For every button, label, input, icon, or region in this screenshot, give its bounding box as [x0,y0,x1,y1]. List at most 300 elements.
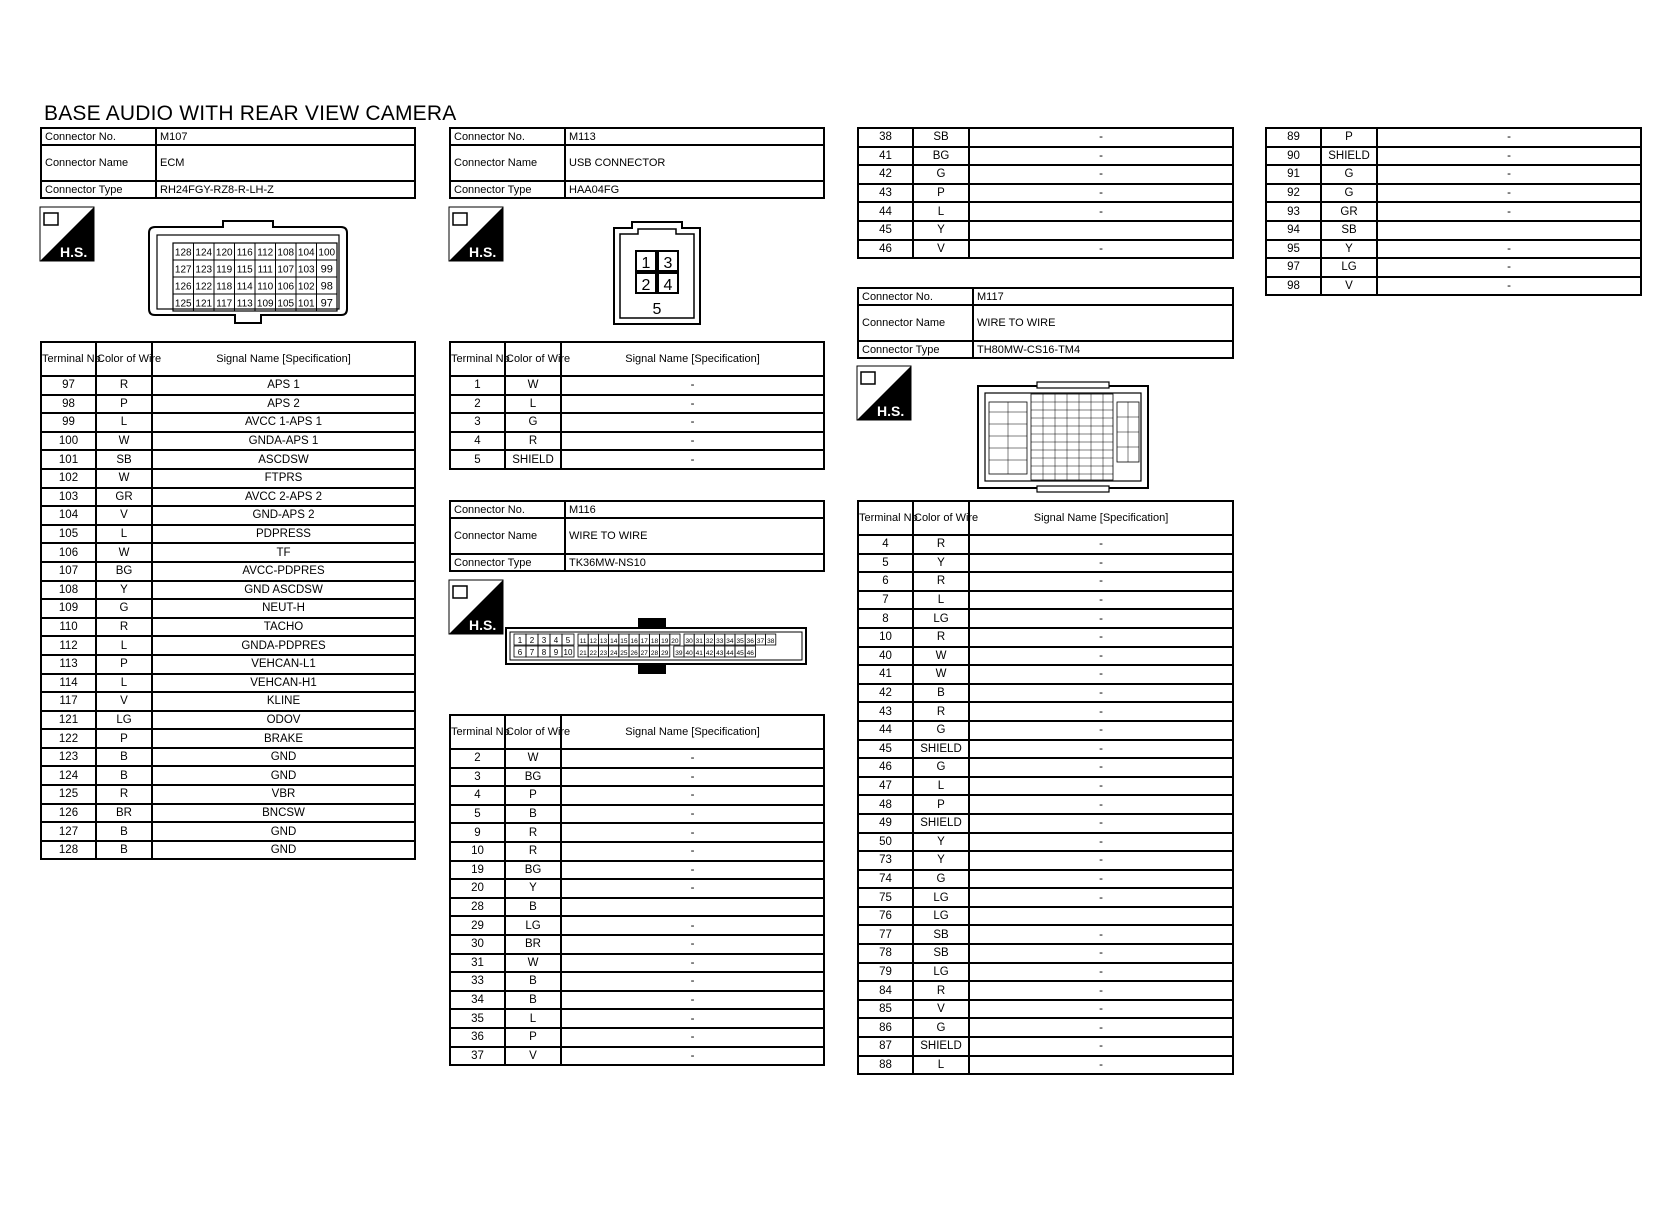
table-row [858,777,1233,796]
m116-face-drawing [504,618,808,674]
table-row [450,376,824,395]
pin-label: 115 [236,264,253,276]
color-header: Color of Wire [505,715,561,749]
table-row [858,721,1233,740]
terminal-no-header: Terminal No. [450,715,505,749]
table-row [450,823,824,842]
signal-name-cell: - [969,740,1233,759]
signal-name-cell: - [561,861,824,880]
wire-color-cell: W [96,432,152,451]
table-row [41,785,415,804]
connector-name-label: Connector Name [858,305,973,341]
table-row [1266,277,1641,296]
wire-color-cell: R [913,572,969,591]
terminal-no-cell: 101 [41,450,96,469]
connector-no-value: M107 [156,128,415,145]
connector-name-label: Connector Name [41,145,156,181]
table-row [1266,202,1641,221]
terminal-no-cell: 88 [858,1056,913,1075]
table-row [858,572,1233,591]
wire-color-cell: SB [96,450,152,469]
wire-color-cell: V [913,1000,969,1019]
signal-name-cell: - [561,972,824,991]
signal-header: Signal Name [Specification] [969,501,1233,535]
table-row [41,395,415,414]
wire-color-cell: B [96,766,152,785]
signal-name-cell: - [969,963,1233,982]
table-row [858,684,1233,703]
terminal-no-cell: 98 [41,395,96,414]
signal-name-cell: - [561,786,824,805]
table-row [1266,165,1641,184]
signal-name-cell: - [969,833,1233,852]
wire-color-cell: B [505,991,561,1010]
pin-label: 117 [216,298,233,310]
m107-terminal-table-wrap [40,341,416,860]
color-header: Color of Wire [96,342,152,376]
wire-color-cell: G [1321,184,1377,203]
terminal-no-cell: 7 [858,591,913,610]
wire-color-cell: L [913,777,969,796]
table-row [41,748,415,767]
terminal-no-cell: 3 [450,413,505,432]
terminal-no-cell: 41 [858,147,913,166]
wire-color-cell: G [913,870,969,889]
connector-name-value: USB CONNECTOR [565,145,824,181]
signal-name-cell: GNDA-PDPRES [152,636,415,655]
signal-name-cell: - [969,609,1233,628]
table-row [450,1028,824,1047]
wire-color-cell: W [913,647,969,666]
terminal-no-cell: 43 [858,184,913,203]
pin-label: 2 [641,277,651,294]
pin-label: 118 [216,281,233,293]
signal-name-cell: - [969,184,1233,203]
signal-name-cell: - [969,1056,1233,1075]
wire-color-cell: B [505,972,561,991]
pin-label: 113 [236,298,253,310]
wire-color-cell: P [96,729,152,748]
pin-label: 110 [257,281,274,293]
pin-label: 120 [215,247,233,259]
pin-label: 35 [736,638,744,645]
pin-label: 103 [297,264,315,276]
wire-color-cell: G [913,758,969,777]
wire-color-cell: L [913,591,969,610]
terminal-no-header: Terminal No. [858,501,913,535]
table-row [858,1000,1233,1019]
signal-name-cell: - [969,628,1233,647]
table-row [41,655,415,674]
table-row [858,1056,1233,1075]
terminal-no-cell: 43 [858,702,913,721]
table-row [858,202,1233,221]
pin-label: 33 [716,638,724,645]
table-row [858,1037,1233,1056]
connector-header [40,127,416,199]
table-row [450,749,824,768]
hs-label: H.S. [469,244,497,260]
wire-color-cell: BG [505,768,561,787]
signal-name-cell: BNCSW [152,804,415,823]
connector-no-label: Connector No. [858,288,973,305]
signal-name-cell: - [1377,202,1641,221]
signal-name-cell: - [969,202,1233,221]
signal-name-cell: - [969,851,1233,870]
signal-name-cell: - [969,795,1233,814]
wire-color-cell: BG [913,147,969,166]
terminal-table [857,127,1234,259]
table-row [41,488,415,507]
signal-name-cell: - [561,991,824,1010]
terminal-no-cell: 33 [450,972,505,991]
table-row [858,963,1233,982]
wire-color-cell: V [505,1047,561,1066]
pin-label: 37 [756,638,765,645]
m116-terminal-table-wrap [449,714,825,1066]
terminal-no-cell: 31 [450,954,505,973]
terminal-no-cell: 77 [858,925,913,944]
pin-label: 119 [216,264,233,276]
table-row [858,184,1233,203]
pin-label: 116 [236,247,253,259]
terminal-no-cell: 98 [1266,277,1321,296]
pin-label: 114 [236,281,253,293]
terminal-no-cell: 5 [858,554,913,573]
wire-color-cell: W [96,469,152,488]
terminal-no-cell: 78 [858,944,913,963]
pin-label: 100 [318,247,336,259]
pin-label: 3 [663,255,673,272]
pin-label: 18 [650,638,659,645]
signal-name-cell: - [969,240,1233,259]
terminal-no-cell: 127 [41,822,96,841]
table-row [450,450,824,469]
table-row [41,469,415,488]
pin-label: 32 [705,638,714,645]
terminal-no-cell: 19 [450,861,505,880]
signal-name-cell: TACHO [152,618,415,637]
table-row [858,833,1233,852]
terminal-no-cell: 100 [41,432,96,451]
hs-label: H.S. [877,403,905,419]
pin-label: 108 [277,247,295,259]
terminal-no-cell: 97 [41,376,96,395]
table-row [858,795,1233,814]
connector-type-value: RH24FGY-RZ8-R-LH-Z [156,181,415,198]
terminal-no-cell: 42 [858,684,913,703]
signal-name-cell [1377,221,1641,240]
connector-m117 [857,287,1234,359]
wire-color-cell: L [505,395,561,414]
table-row [858,925,1233,944]
signal-name-cell [969,907,1233,926]
wire-color-cell: B [505,898,561,917]
wire-color-cell: P [96,655,152,674]
terminal-no-cell: 94 [1266,221,1321,240]
table-row [41,729,415,748]
terminal-no-cell: 112 [41,636,96,655]
table-row [41,525,415,544]
m117-terminal-table-continued [1265,127,1642,296]
signal-name-cell: - [1377,240,1641,259]
wire-color-cell: BR [505,935,561,954]
wire-color-cell: LG [913,907,969,926]
connector-no-label: Connector No. [41,128,156,145]
signal-name-cell: - [1377,258,1641,277]
terminal-no-cell: 76 [858,907,913,926]
pin-label: 46 [746,650,754,657]
wire-color-cell: P [913,184,969,203]
pin-label: 125 [174,298,192,310]
signal-name-cell: - [969,165,1233,184]
signal-name-cell [969,221,1233,240]
terminal-no-cell: 84 [858,981,913,1000]
pin-label: 20 [671,638,679,645]
signal-name-cell: - [1377,184,1641,203]
terminal-no-cell: 113 [41,655,96,674]
table-row [41,692,415,711]
table-row [450,916,824,935]
terminal-table [40,341,416,860]
m107-connector-face [147,219,349,335]
table-row [450,1047,824,1066]
signal-name-cell: - [561,954,824,973]
m117-terminal-table-wrap [857,500,1234,1075]
signal-name-cell: TF [152,543,415,562]
pin-label: 41 [695,650,703,657]
wire-color-cell: GR [1321,202,1377,221]
terminal-no-cell: 107 [41,562,96,581]
terminal-no-cell: 9 [450,823,505,842]
terminal-no-cell: 2 [450,395,505,414]
connector-type-label: Connector Type [858,341,973,358]
terminal-no-cell: 106 [41,543,96,562]
wire-color-cell: G [913,721,969,740]
wire-color-cell: G [1321,165,1377,184]
wire-color-cell: LG [913,963,969,982]
wire-color-cell: BR [96,804,152,823]
table-row [1266,258,1641,277]
table-row [450,395,824,414]
wire-color-cell: R [96,785,152,804]
wire-color-cell: B [505,805,561,824]
connector-header [449,127,825,199]
signal-name-cell: - [969,1018,1233,1037]
terminal-no-cell: 75 [858,888,913,907]
table-row [858,128,1233,147]
wire-color-cell: Y [505,879,561,898]
table-row [450,879,824,898]
pin-label: 111 [257,264,273,276]
signal-name-cell: - [969,572,1233,591]
wire-color-cell: W [505,376,561,395]
terminal-no-cell: 4 [858,535,913,554]
pin-label: 102 [297,281,315,293]
pin-label: 109 [256,298,274,310]
table-row [858,609,1233,628]
signal-name-cell: - [969,128,1233,147]
table-row [1266,147,1641,166]
table-row [41,711,415,730]
wire-color-cell: R [913,702,969,721]
connector-name-value: WIRE TO WIRE [565,518,824,554]
connector-type-value: HAA04FG [565,181,824,198]
signal-name-cell: - [969,777,1233,796]
pin-label: 128 [174,247,192,259]
terminal-no-cell: 40 [858,647,913,666]
m116-connector-face [504,618,808,674]
wire-color-cell: LG [96,711,152,730]
signal-name-cell: ASCDSW [152,450,415,469]
wire-color-cell: W [96,543,152,562]
signal-name-cell: - [1377,277,1641,296]
terminal-no-cell: 95 [1266,240,1321,259]
table-row [858,535,1233,554]
signal-name-cell: GND [152,822,415,841]
pin-label: 1 [641,255,651,272]
signal-name-cell: NEUT-H [152,599,415,618]
table-row [858,758,1233,777]
table-row [858,944,1233,963]
wire-color-cell: Y [913,554,969,573]
wire-color-cell: V [96,692,152,711]
table-row [450,861,824,880]
harness-side-icon [857,366,911,420]
signal-name-cell: - [969,814,1233,833]
signal-name-cell: ODOV [152,711,415,730]
wire-color-cell: Y [913,851,969,870]
pin-label: 127 [174,264,192,276]
table-row [41,674,415,693]
harness-side-icon [449,207,503,261]
pin-label: 8 [541,648,547,657]
wire-color-cell: B [96,822,152,841]
terminal-no-cell: 5 [450,450,505,469]
signal-name-cell: KLINE [152,692,415,711]
table-row [1266,184,1641,203]
wire-color-cell: R [913,981,969,1000]
wire-color-cell: R [913,535,969,554]
pin-label: 12 [589,638,597,645]
terminal-no-cell: 47 [858,777,913,796]
signal-name-cell: - [561,842,824,861]
signal-name-cell: - [969,888,1233,907]
terminal-no-cell: 45 [858,221,913,240]
terminal-no-cell: 4 [450,786,505,805]
terminal-no-cell: 126 [41,804,96,823]
table-row [41,822,415,841]
terminal-no-cell: 10 [858,628,913,647]
pin-label: 107 [277,264,295,276]
harness-side-icon [40,207,94,261]
connector-name-label: Connector Name [450,145,565,181]
pin-label: 39 [675,650,683,657]
wire-color-cell: L [96,525,152,544]
pin-label: 19 [661,638,669,645]
pin-label: 122 [195,281,213,293]
connector-type-label: Connector Type [450,554,565,571]
table-row [450,972,824,991]
wire-color-cell: L [913,202,969,221]
wire-color-cell: Y [913,833,969,852]
table-row [858,740,1233,759]
m113-connector-face [612,222,702,326]
signal-name-cell: - [969,554,1233,573]
wire-color-cell: R [505,842,561,861]
table-row [858,907,1233,926]
table-row [450,432,824,451]
connector-header [857,287,1234,359]
terminal-no-cell: 122 [41,729,96,748]
table-row [858,554,1233,573]
signal-name-cell: - [969,535,1233,554]
signal-name-cell: - [561,1047,824,1066]
table-row [858,628,1233,647]
wire-color-cell: L [505,1009,561,1028]
signal-name-cell: - [969,870,1233,889]
pin-label: 24 [610,650,618,657]
terminal-no-cell: 91 [1266,165,1321,184]
wire-color-cell: SHIELD [913,814,969,833]
signal-header: Signal Name [Specification] [152,342,415,376]
signal-name-cell: FTPRS [152,469,415,488]
pin-label: 4 [663,277,673,294]
pin-label: 11 [579,638,587,645]
table-row [450,935,824,954]
signal-name-cell: APS 2 [152,395,415,414]
terminal-no-cell: 93 [1266,202,1321,221]
pin-label: 98 [320,280,333,293]
connector-name-label: Connector Name [450,518,565,554]
pin-label: 126 [174,281,192,293]
terminal-no-cell: 34 [450,991,505,1010]
pin-label: 99 [320,263,333,276]
terminal-no-cell: 36 [450,1028,505,1047]
terminal-no-cell: 85 [858,1000,913,1019]
connector-header [449,500,825,572]
table-row [41,543,415,562]
wire-color-cell: GR [96,488,152,507]
pin-label: 124 [195,247,213,259]
pin-label: 25 [620,650,628,657]
signal-name-cell: - [969,944,1233,963]
pin-label: 1 [517,636,523,645]
table-row [41,766,415,785]
table-row [41,432,415,451]
pin-label: 4 [553,636,559,645]
signal-name-cell: AVCC 2-APS 2 [152,488,415,507]
wire-color-cell: B [96,748,152,767]
connector-type-value: TH80MW-CS16-TM4 [973,341,1233,358]
wire-color-cell: R [505,823,561,842]
terminal-no-cell: 4 [450,432,505,451]
wire-color-cell: LG [1321,258,1377,277]
table-row [858,814,1233,833]
table-row [858,591,1233,610]
signal-name-cell: - [1377,128,1641,147]
table-row [858,851,1233,870]
table-row [858,240,1233,259]
pin-label: 105 [277,298,295,310]
terminal-no-cell: 92 [1266,184,1321,203]
signal-name-cell: VEHCAN-L1 [152,655,415,674]
pin-label: 6 [517,648,523,657]
table-row [41,804,415,823]
pin-label: 15 [620,638,628,645]
terminal-no-cell: 110 [41,618,96,637]
wire-color-cell: G [913,1018,969,1037]
